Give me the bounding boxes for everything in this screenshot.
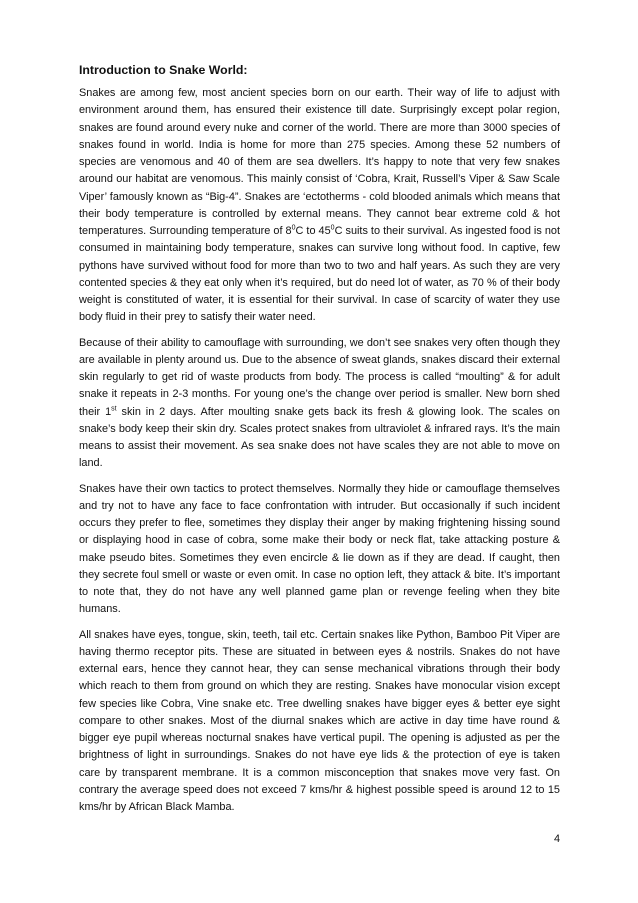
paragraph-4: All snakes have eyes, tongue, skin, teeth, tail etc. Certain snakes like Python, Bamboo Pit Viper are having thermo receptor pits. These are situated in between eyes & nostrils. Snakes do not have external ears, hence they cannot hear, they can sense mechanical vibrations through their body which reach to them from ground on which they are resting. Snakes have monocular vision except few species like Cobra, Vine snake etc. Tree dwelling snakes have bigger eyes & better eye sight compare to other snakes. Most of the diurnal snakes which are active in day time have round & bigger eye pupil whereas nocturnal snakes have vertical pupil. The opening is adjusted as per the brightness of light in surroundings. Snakes do not have eye lids & the protection of eye is taken care by transparent membrane. It is a common misconception that snakes move very fast. On contrary the average speed does not exceed 7 kms/hr & highest possible speed is around 12 to 15 kms/hr by African Black Mamba.: [79, 628, 560, 813]
paragraph-3: Snakes have their own tactics to protect themselves. Normally they hide or camouflage themselves and try not to have any face to face confrontation with intruder. But occasionally if such incident occurs they prefer to flee, sometimes they display their anger by making frightening hissing sound or displaying hood in case of cobra, some make their body or neck flat, take attacking posture & make pseudo bites. Sometimes they even encircle & lie down as if they are dead. If caught, then they secrete foul smell or waste or even omit. In case no option left, they attack & bite. It’s important to note that, they do not have any well planned game plan or revenge feeling when they bite humans.: [79, 482, 560, 616]
section-title: Introduction to Snake World:: [79, 63, 248, 77]
document-page: [79, 62, 560, 824]
superscript: 0: [330, 224, 335, 232]
paragraph-1: Snakes are among few, most ancient species born on our earth. Their way of life to adjust with environment around them, has ensured their existence till date. Surprisingly except polar region, snakes are found around every nuke and corner of the world. There are more than 3000 species of snakes found in world. India is home for more than 275 species. Among these 52 numbers of species are venomous and 40 of them are sea dwellers. It’s happy to note that very few snakes around our habitat are venomous. This mainly consist of ‘Cobra, Krait, Russell’s Viper & Saw Scale Viper’ famously known as “Big-4”. Snakes are ‘ectotherms - cold blooded animals which means that their body temperature is controlled by external means. They cannot bear extreme cold & hot temperatures. Surrounding temperature of $8^0C$ to $45^0C$ suits to their survival. As ingested food is not consumed in maintaining body temperature, snakes can survive long without food. In captive, few pythons have survived without food for more than two to two and half years. As such they are very contented species & they eat only when it’s required, but do need lot of water, as 70 % of their body weight is constituted of water, it is essential for their survival. In case of scarcity of water they use body fluid in their prey to satisfy their water need.: [79, 87, 560, 324]
superscript: 0: [291, 224, 296, 232]
superscript: st: [111, 404, 117, 412]
paragraph-2: Because of their ability to camouflage with surrounding, we don’t see snakes very often though they are available in plenty around us. Due to the absence of sweat glands, snakes discard their external skin regularly to get rid of waste products from body. The process is called “moulting” & for adult snake it repeats in 2-3 months. For young one’s the change over period is smaller. New born shed their 1st skin in 2 days. After moulting snake gets back its fresh & glowing look. The scales on snake’s body keep their skin dry. Scales protect snakes from ultraviolet & infrared rays. It’s the main means to assist their movement. As sea snake does not have scales they are not able to move on land.: [79, 336, 560, 470]
page-number: 4: [553, 833, 560, 845]
